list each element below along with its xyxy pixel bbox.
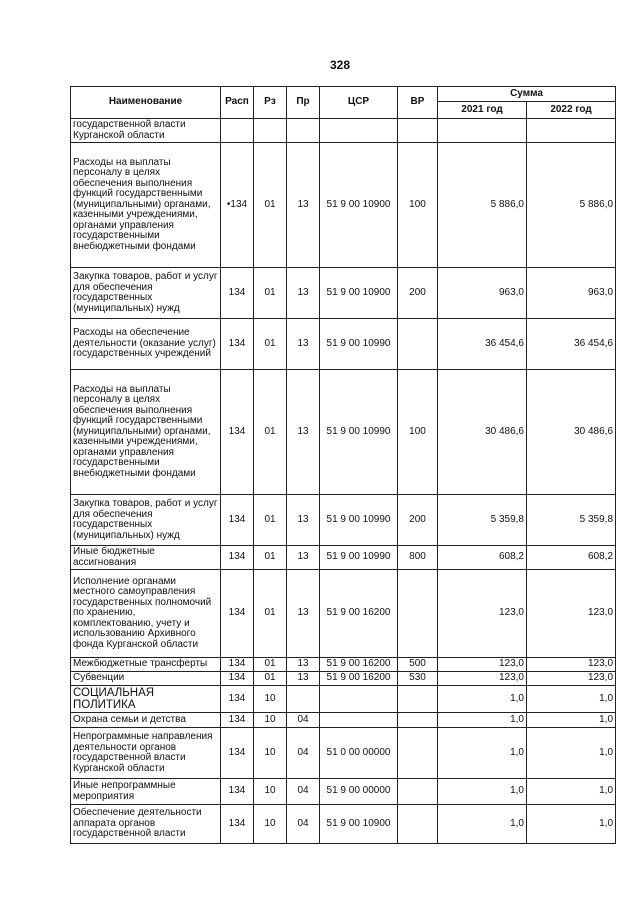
table-row (71, 672, 616, 686)
row-2021: 123,0 (438, 658, 527, 672)
row-rz: 01 (254, 672, 287, 686)
row-2022: 5 886,0 (527, 143, 616, 268)
row-pr: 04 (287, 713, 320, 728)
table-row (71, 570, 616, 658)
row-2021: 123,0 (438, 570, 527, 658)
budget-table (70, 86, 616, 844)
row-2022 (527, 119, 616, 143)
row-2022: 1,0 (527, 713, 616, 728)
row-2022: 123,0 (527, 658, 616, 672)
row-name: Закупка товаров, работ и услуг для обеспечения государственных (муниципальных) нужд (71, 268, 221, 319)
row-csr: 51 9 00 10900 (320, 805, 398, 844)
row-vr: 500 (398, 658, 438, 672)
row-name: Исполнение органами местного самоуправления государственных полномочий по хранению, комплектованию, учету и использованию Архивного фонда Курганской области (71, 570, 221, 658)
row-name: Расходы на выплаты персоналу в целях обеспечения выполнения функций государственными (муниципальными) органами, казенными учреждениями, органами управления государственными внебюджетными фондами (71, 370, 221, 495)
row-rasp (221, 119, 254, 143)
row-rasp: 134 (221, 779, 254, 805)
row-rz: 10 (254, 728, 287, 779)
header-rasp: Расп (221, 87, 254, 119)
header-sum: Сумма (438, 87, 616, 102)
row-csr: 51 9 00 10990 (320, 370, 398, 495)
row-name: Расходы на выплаты персоналу в целях обеспечения выполнения функций государственными (муниципальными) органами, казенными учреждениями, органами управления государственными внебюджетными фондами (71, 143, 221, 268)
row-name: государственной власти Курганской области (71, 119, 221, 143)
row-name: Иные непрограммные мероприятия (71, 779, 221, 805)
row-rasp: 134 (221, 728, 254, 779)
row-2021 (438, 119, 527, 143)
header-2021: 2021 год (438, 102, 527, 119)
row-rz: 10 (254, 779, 287, 805)
row-csr: 51 0 00 00000 (320, 728, 398, 779)
row-rz: 01 (254, 319, 287, 370)
table-row (71, 728, 616, 779)
row-2022: 1,0 (527, 779, 616, 805)
row-vr: 100 (398, 370, 438, 495)
row-2022: 36 454,6 (527, 319, 616, 370)
row-name: Закупка товаров, работ и услуг для обеспечения государственных (муниципальных) нужд (71, 495, 221, 546)
row-2021: 963,0 (438, 268, 527, 319)
row-rasp: 134 (221, 805, 254, 844)
row-pr: 04 (287, 728, 320, 779)
row-rasp: 134 (221, 658, 254, 672)
row-vr (398, 779, 438, 805)
row-rasp: 134 (221, 546, 254, 570)
row-pr (287, 686, 320, 713)
table-row (71, 143, 616, 268)
row-name: Охрана семьи и детства (71, 713, 221, 728)
row-rz: 01 (254, 658, 287, 672)
row-2021: 1,0 (438, 805, 527, 844)
table-row (71, 319, 616, 370)
table-row (71, 658, 616, 672)
row-csr (320, 713, 398, 728)
row-name: Непрограммные направления деятельности органов государственной власти Курганской области (71, 728, 221, 779)
row-csr: 51 9 00 10990 (320, 319, 398, 370)
row-pr: 13 (287, 370, 320, 495)
row-rz: 01 (254, 370, 287, 495)
row-csr: 51 9 00 10990 (320, 546, 398, 570)
row-rasp: 134 (221, 370, 254, 495)
row-vr (398, 713, 438, 728)
row-pr: 13 (287, 658, 320, 672)
header-pr: Пр (287, 87, 320, 119)
row-rasp: 134 (221, 672, 254, 686)
header-csr: ЦСР (320, 87, 398, 119)
table-row (71, 713, 616, 728)
row-vr: 800 (398, 546, 438, 570)
row-rasp: 134 (221, 686, 254, 713)
row-csr: 51 9 00 10900 (320, 268, 398, 319)
row-rz: 01 (254, 268, 287, 319)
row-rz: 10 (254, 805, 287, 844)
row-rz: 01 (254, 570, 287, 658)
row-rasp: 134 (221, 570, 254, 658)
row-csr: 51 9 00 16200 (320, 658, 398, 672)
row-rasp: 134 (221, 319, 254, 370)
row-pr: 13 (287, 495, 320, 546)
row-2021: 1,0 (438, 779, 527, 805)
table-row (71, 546, 616, 570)
row-pr: 13 (287, 268, 320, 319)
row-vr (398, 686, 438, 713)
header-name: Наименование (71, 87, 221, 119)
row-rz (254, 119, 287, 143)
row-2021: 5 359,8 (438, 495, 527, 546)
row-csr (320, 119, 398, 143)
row-2021: 1,0 (438, 728, 527, 779)
row-2022: 5 359,8 (527, 495, 616, 546)
row-vr: 100 (398, 143, 438, 268)
row-vr: 530 (398, 672, 438, 686)
row-pr: 13 (287, 672, 320, 686)
table-row (71, 805, 616, 844)
row-pr: 13 (287, 319, 320, 370)
row-vr (398, 319, 438, 370)
row-2022: 608,2 (527, 546, 616, 570)
row-2022: 1,0 (527, 728, 616, 779)
row-2021: 608,2 (438, 546, 527, 570)
table-row (71, 779, 616, 805)
row-name: Обеспечение деятельности аппарата органов государственной власти (71, 805, 221, 844)
table-row (71, 686, 616, 713)
row-rz: 01 (254, 546, 287, 570)
row-2022: 963,0 (527, 268, 616, 319)
table-row (71, 268, 616, 319)
row-2021: 1,0 (438, 713, 527, 728)
table-row (71, 119, 616, 143)
row-2021: 5 886,0 (438, 143, 527, 268)
row-name: Субвенции (71, 672, 221, 686)
row-vr (398, 570, 438, 658)
row-pr: 13 (287, 143, 320, 268)
row-pr: 13 (287, 570, 320, 658)
row-rz: 01 (254, 143, 287, 268)
row-rz: 10 (254, 713, 287, 728)
row-vr: 200 (398, 268, 438, 319)
row-pr: 04 (287, 779, 320, 805)
row-2021: 123,0 (438, 672, 527, 686)
row-rz: 01 (254, 495, 287, 546)
row-csr (320, 686, 398, 713)
row-pr: 13 (287, 546, 320, 570)
row-2021: 30 486,6 (438, 370, 527, 495)
row-2022: 30 486,6 (527, 370, 616, 495)
row-csr: 51 9 00 16200 (320, 672, 398, 686)
row-name: Межбюджетные трансферты (71, 658, 221, 672)
header-rz: Рз (254, 87, 287, 119)
row-pr: 04 (287, 805, 320, 844)
row-2022: 123,0 (527, 570, 616, 658)
row-rz: 10 (254, 686, 287, 713)
header-vr: ВР (398, 87, 438, 119)
table-row (71, 370, 616, 495)
row-csr: 51 9 00 00000 (320, 779, 398, 805)
row-2022: 1,0 (527, 805, 616, 844)
row-name: Иные бюджетные ассигнования (71, 546, 221, 570)
row-csr: 51 9 00 10900 (320, 143, 398, 268)
row-vr: 200 (398, 495, 438, 546)
row-vr (398, 805, 438, 844)
row-2021: 1,0 (438, 686, 527, 713)
row-vr (398, 728, 438, 779)
row-vr (398, 119, 438, 143)
row-rasp: 134 (221, 268, 254, 319)
table-row (71, 495, 616, 546)
row-csr: 51 9 00 16200 (320, 570, 398, 658)
row-rasp: •134 (221, 143, 254, 268)
row-rasp: 134 (221, 713, 254, 728)
row-2021: 36 454,6 (438, 319, 527, 370)
row-name: Расходы на обеспечение деятельности (оказание услуг) государственных учреждений (71, 319, 221, 370)
row-pr (287, 119, 320, 143)
row-2022: 123,0 (527, 672, 616, 686)
page-number: 328 (329, 58, 351, 72)
row-2022: 1,0 (527, 686, 616, 713)
row-name: СОЦИАЛЬНАЯ ПОЛИТИКА (71, 686, 221, 713)
header-2022: 2022 год (527, 102, 616, 119)
row-csr: 51 9 00 10990 (320, 495, 398, 546)
row-rasp: 134 (221, 495, 254, 546)
